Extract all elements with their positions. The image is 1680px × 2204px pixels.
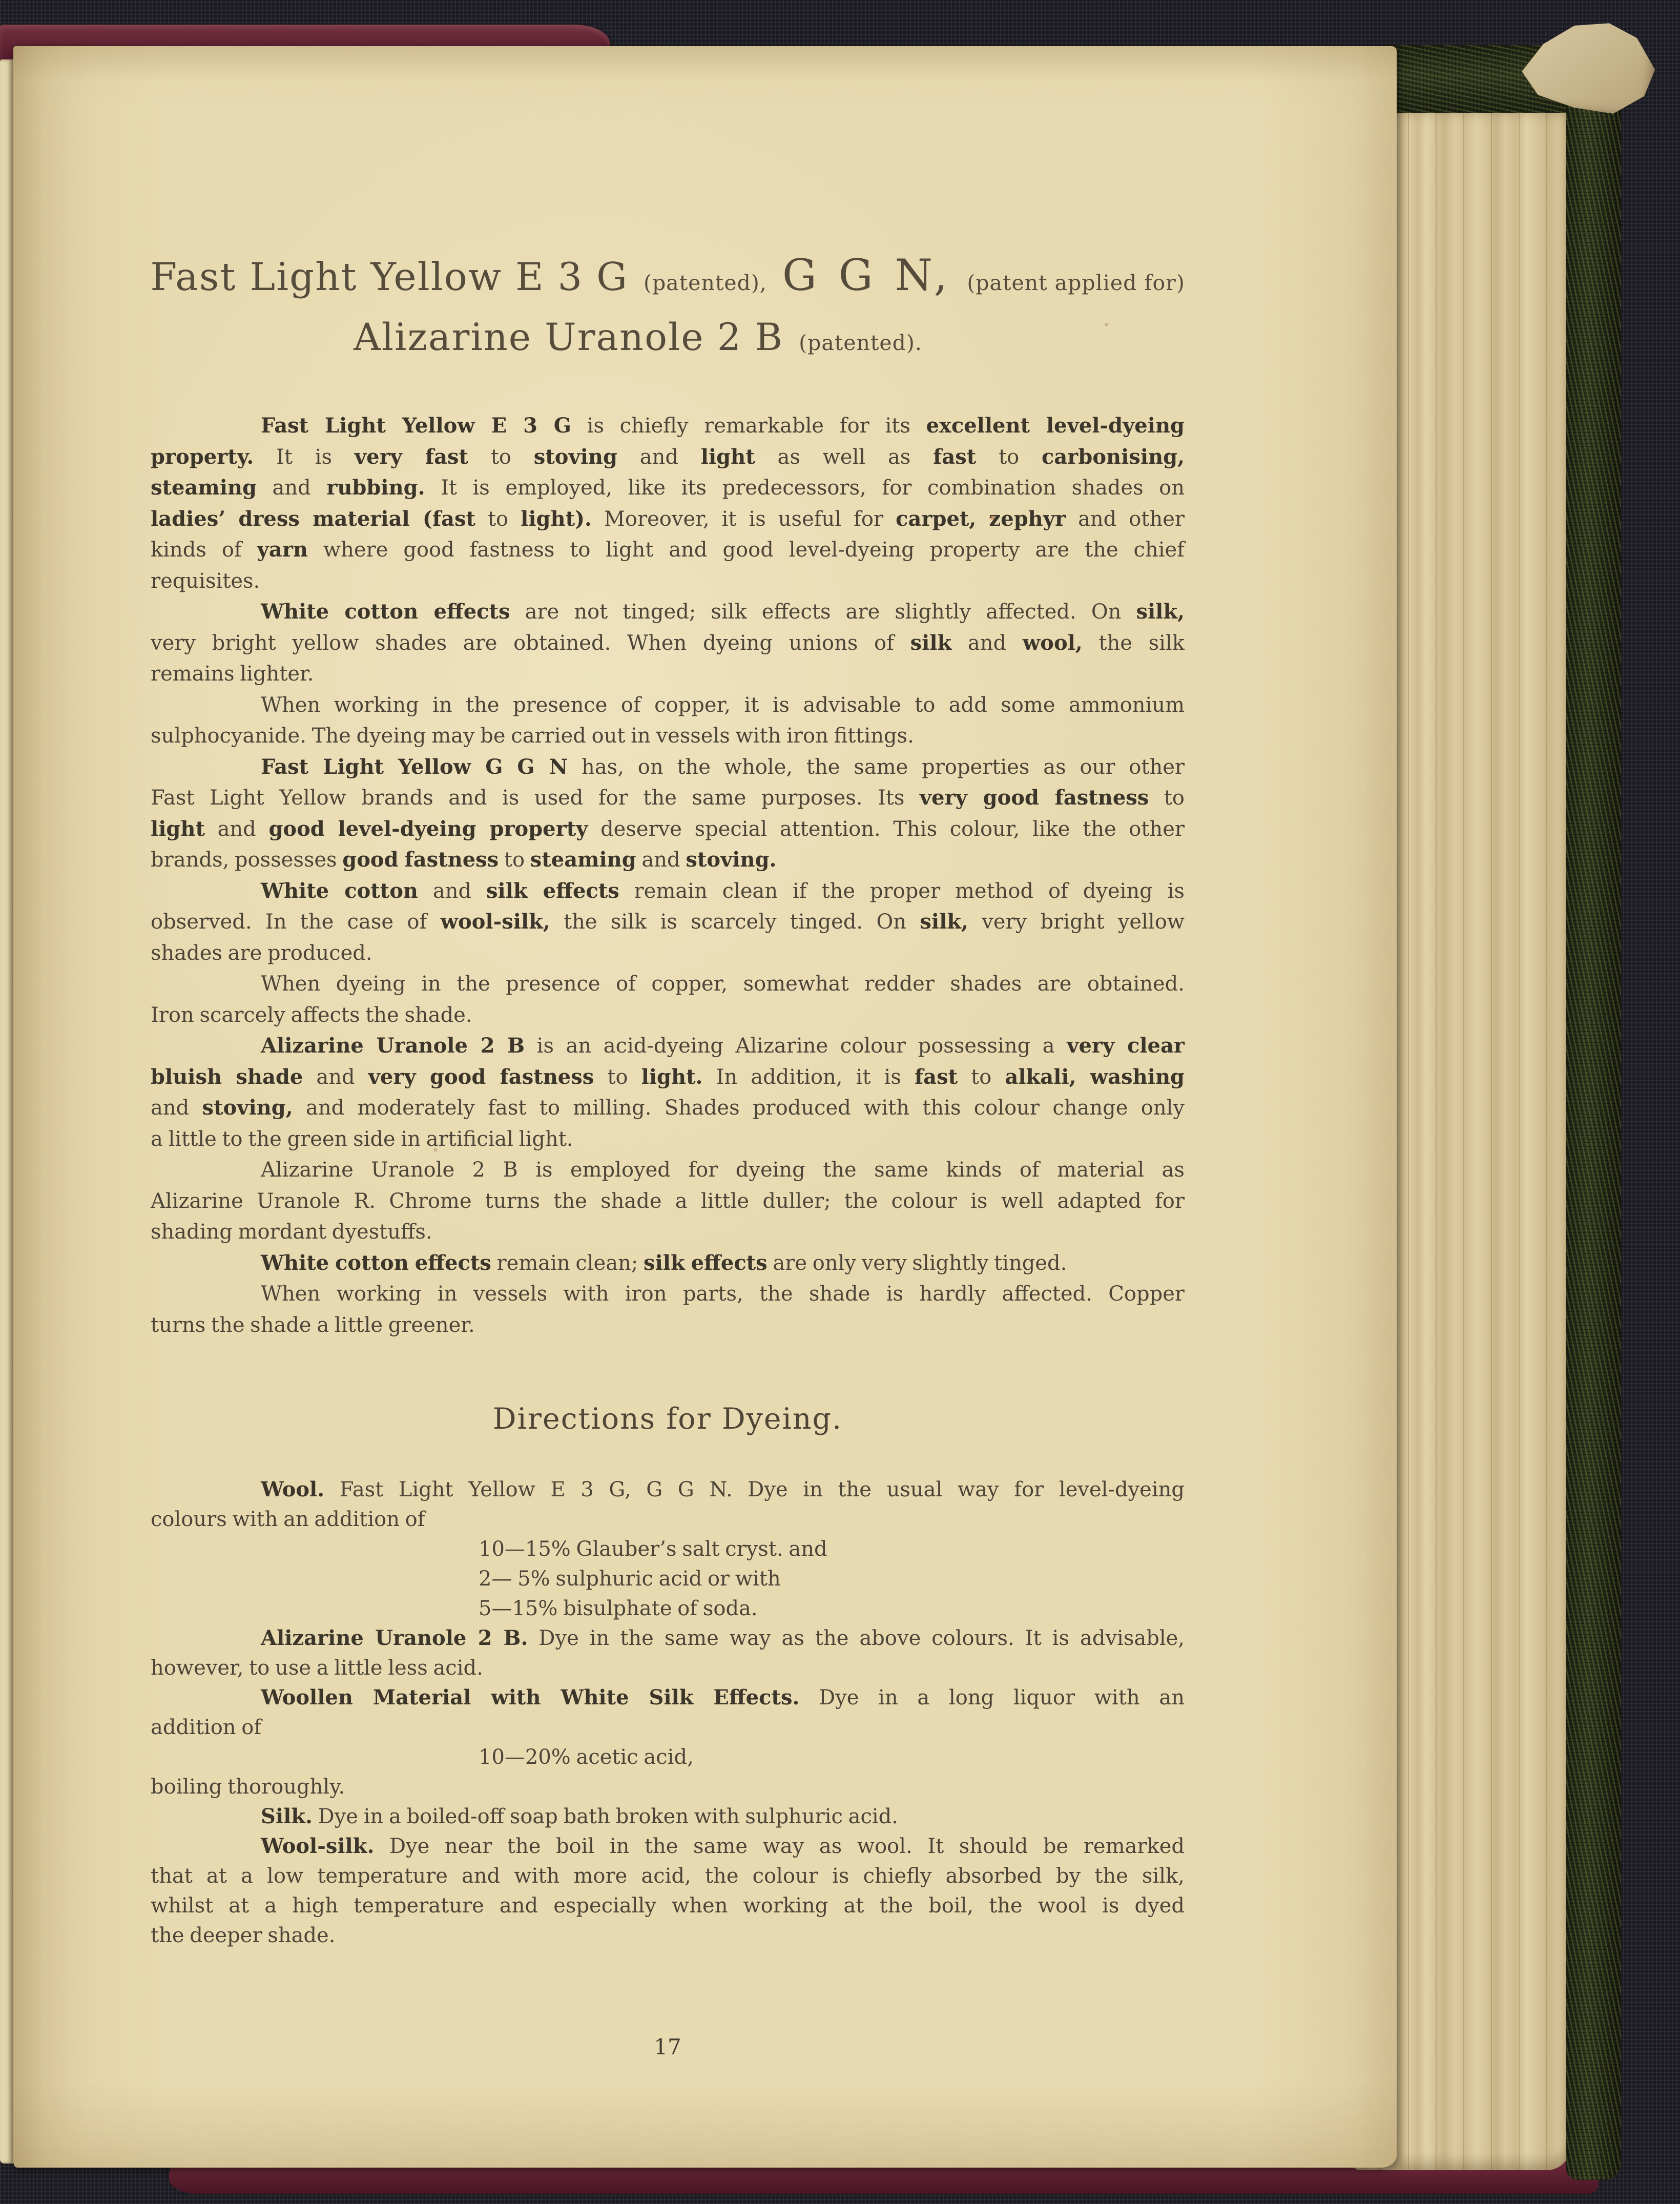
book-page [13, 46, 1397, 2168]
text-line: Wool. Fast Light Yellow E 3 G, G G N. Dye in the usual way for level-dyeing [261, 1477, 1185, 1501]
title-patent-note-3: (patented). [799, 331, 922, 355]
title-patent-note-1: (patented), [644, 271, 767, 295]
text-line: Fast Light Yellow brands and is used for the same purposes. Its very good fastness to [151, 786, 1185, 810]
body-text-upper [151, 410, 1185, 1341]
title-product-name-2: G G N, [782, 250, 952, 300]
text-line: boiling thoroughly. [151, 1775, 345, 1799]
page-content [151, 46, 1185, 2059]
text-line: kinds of yarn where good fastness to light and good level-dyeing property are the chief [151, 538, 1185, 562]
text-line: Woollen Material with White Silk Effects. Dye in a long liquor with an [261, 1685, 1185, 1709]
text-line: bluish shade and very good fastness to light. In addition, it is fast to alkali, washing [151, 1064, 1185, 1089]
text-line: the deeper shade. [151, 1924, 336, 1947]
text-line: White cotton effects remain clean; silk effects are only very slightly tinged. [261, 1250, 1067, 1275]
text-line: and stoving, and moderately fast to milling. Shades produced with this colour change only [151, 1096, 1185, 1120]
text-line: very bright yellow shades are obtained. When dyeing unions of silk and wool, the silk [151, 630, 1185, 655]
text-line: Alizarine Uranole 2 B is employed for dyeing the same kinds of material as [261, 1158, 1185, 1182]
cover-edge-right [1566, 44, 1621, 2180]
text-line: shades are produced. [151, 941, 372, 965]
text-line: Alizarine Uranole 2 B. Dye in the same way as the above colours. It is advisable, [261, 1626, 1185, 1650]
text-line: whilst at a high temperature and especially when working at the boil, the wool is dyed [151, 1894, 1185, 1918]
text-line: White cotton effects are not tinged; silk effects are slightly affected. On silk, [261, 600, 1185, 624]
text-line: ladies’ dress material (fast to light). Moreover, it is useful for carpet, zephyr and other [151, 506, 1185, 531]
page-title-line2 [121, 316, 1155, 359]
text-line: however, to use a little less acid. [151, 1656, 483, 1680]
title-patent-note-2: (patent applied for) [967, 271, 1185, 295]
page-number: 17 [654, 2034, 681, 2059]
text-line: that at a low temperature and with more acid, the colour is chiefly absorbed by the silk, [151, 1864, 1185, 1888]
text-line: 2— 5% sulphuric acid or with [479, 1567, 781, 1591]
title-product-name-1: Fast Light Yellow E 3 G [150, 254, 629, 299]
text-line: When working in the presence of copper, it is advisable to add some ammonium [261, 693, 1185, 717]
text-line: Silk. Dye in a boiled-off soap bath broken with sulphuric acid. [261, 1804, 898, 1828]
text-line: steaming and rubbing. It is employed, like its predecessors, for combination shades on [151, 476, 1185, 500]
text-line: remains lighter. [151, 662, 314, 686]
text-line: When dyeing in the presence of copper, somewhat redder shades are obtained. [261, 972, 1185, 996]
title-product-name-3: Alizarine Uranole 2 B [354, 316, 784, 359]
text-line: requisites. [151, 569, 260, 593]
text-line: colours with an addition of [151, 1508, 425, 1531]
text-line: turns the shade a little greener. [151, 1313, 475, 1337]
text-line: light and good level-dyeing property deserve special attention. This colour, like the other [151, 816, 1185, 841]
body-text-directions [151, 1475, 1185, 1950]
text-line: Alizarine Uranole R. Chrome turns the shade a little duller; the colour is well adapted for [151, 1189, 1185, 1213]
text-line: 10—15% Glauber’s salt cryst. and [479, 1537, 827, 1561]
previous-page-edge [0, 59, 13, 2164]
text-line: brands, possesses good fastness to steaming and stoving. [151, 848, 777, 872]
text-line: shading mordant dyestuffs. [151, 1220, 432, 1244]
text-line: a little to the green side in artificial light. [151, 1127, 573, 1151]
page-title-line1 [151, 250, 1185, 300]
text-line: When working in vessels with iron parts, the shade is hardly affected. Copper [261, 1282, 1185, 1306]
text-line: White cotton and silk effects remain clean if the proper method of dyeing is [261, 878, 1185, 903]
text-line: Fast Light Yellow E 3 G is chiefly remarkable for its excellent level-dyeing [261, 414, 1185, 438]
text-line: sulphocyanide. The dyeing may be carried out in vessels with iron fittings. [151, 724, 914, 748]
text-line: property. It is very fast to stoving and light as well as fast to carbonising, [151, 444, 1185, 469]
text-line: 5—15% bisulphate of soda. [479, 1597, 758, 1620]
section-heading: Directions for Dyeing. [492, 1402, 843, 1436]
text-line: Iron scarcely affects the shade. [151, 1003, 472, 1027]
text-line: observed. In the case of wool-silk, the silk is scarcely tinged. On silk, very bright yellow [151, 910, 1185, 934]
text-line: 10—20% acetic acid, [479, 1745, 694, 1769]
text-line: Wool-silk. Dye near the boil in the same way as wool. It should be remarked [261, 1834, 1185, 1858]
text-line: Alizarine Uranole 2 B is an acid-dyeing Alizarine colour possessing a very clear [261, 1034, 1185, 1058]
text-line: Fast Light Yellow G G N has, on the whole, the same properties as our other [261, 754, 1185, 779]
text-line: addition of [151, 1716, 262, 1739]
